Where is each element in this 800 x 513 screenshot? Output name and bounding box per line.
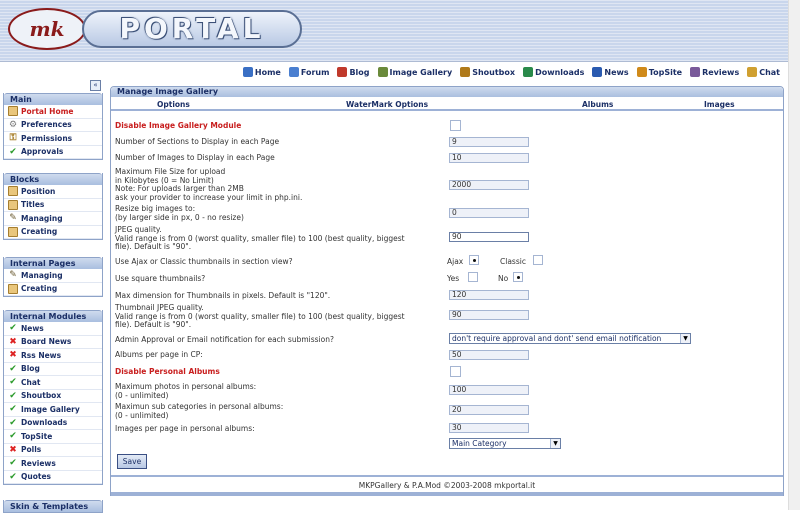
thumb-jpeg-line-1: Thumbnail JPEG quality. (115, 303, 204, 312)
sidebar-item-titles[interactable] (4, 199, 102, 213)
images-per-page-input[interactable]: 10 (449, 153, 529, 163)
images-per-page-label: Number of Images to Display in each Page (115, 153, 275, 162)
logo-mk-emblem: mk (8, 8, 86, 50)
jpeg-line-1: JPEG quality. (115, 225, 162, 234)
divider (111, 475, 783, 477)
nav-label: News (604, 67, 629, 77)
nav-news[interactable] (592, 66, 628, 78)
check-icon: ✔ (9, 404, 17, 415)
classic-option-label: Classic (500, 257, 526, 266)
sidebar-item-label: Image Gallery (21, 404, 80, 414)
nav-label: TopSite (648, 67, 683, 77)
yes-option-label: Yes (447, 274, 460, 283)
sidebar-item-label: Permissions (21, 133, 73, 143)
nav-label: Forum (300, 67, 330, 77)
approval-label: Admin Approval or Email notification for each submission? (115, 335, 334, 344)
check-icon: ✔ (9, 458, 17, 469)
creating-icon (8, 284, 18, 294)
titles-icon (8, 200, 18, 210)
nav-home[interactable] (243, 66, 281, 78)
logo-portal-text: PORTAL (82, 10, 302, 48)
square-thumbs-label: Use square thumbnails? (115, 274, 206, 283)
category-select-value: Main Category (452, 439, 507, 448)
thumb-jpeg-line-3: file). Default is "90". (115, 320, 192, 329)
footer-credits: MKPGallery & P.A.Mod ©2003-2008 mkportal.it (358, 481, 536, 490)
sidebar-item-label: Creating (21, 284, 58, 294)
sidebar-item-chat[interactable] (4, 376, 102, 390)
disable-personal-checkbox[interactable] (450, 366, 461, 377)
square-no-radio[interactable] (513, 272, 523, 282)
sidebar-item-label: Shoutbox (21, 391, 62, 401)
position-icon (8, 186, 18, 196)
check-icon: ✔ (9, 417, 17, 428)
chevron-down-icon: ▼ (550, 439, 560, 448)
nav-topsite[interactable] (637, 66, 682, 78)
sections-per-page-input[interactable]: 9 (449, 137, 529, 147)
jpeg-line-2: Valid range is from 0 (worst quality, smaller file) to 100 (best quality, biggest (115, 233, 405, 243)
sidebar-item-quotes[interactable] (4, 471, 102, 485)
check-icon: ✔ (9, 323, 17, 334)
portal-home-icon (8, 106, 18, 116)
divider (111, 492, 783, 496)
disable-personal-label: Disable Personal Albums (115, 367, 220, 376)
sidebar-item-label: Portal Home (21, 106, 74, 116)
managing-icon: ✎ (9, 213, 17, 224)
shoutbox-icon (460, 67, 470, 77)
tab-albums[interactable]: Albums (582, 100, 614, 109)
sidebar-item-topsite[interactable] (4, 430, 102, 444)
page-title: Manage Image Gallery (111, 87, 783, 97)
ajax-radio[interactable] (469, 255, 479, 265)
sidebar-block-title[interactable]: Blocks (4, 173, 102, 185)
albums-per-page-input[interactable]: 50 (449, 350, 529, 360)
nav-shoutbox[interactable] (460, 66, 515, 78)
x-icon: ✖ (9, 444, 17, 455)
approvals-icon: ✔ (9, 146, 17, 157)
home-icon (243, 67, 253, 77)
check-icon: ✔ (9, 363, 17, 374)
nav-label: Shoutbox (472, 67, 516, 77)
images-personal-label: Images per page in personal albums: (115, 424, 255, 433)
sidebar-item-downloads[interactable] (4, 417, 102, 431)
sidebar-item-board-news[interactable] (4, 336, 102, 350)
sidebar-item-creating[interactable] (4, 283, 102, 297)
reviews-icon (690, 67, 700, 77)
nav-chat[interactable] (747, 66, 780, 78)
sidebar-item-portal-home[interactable] (4, 105, 102, 119)
max-thumb-input[interactable]: 120 (449, 290, 529, 300)
jpeg-line-3: file). Default is "90". (115, 242, 192, 251)
albums-per-page-label: Albums per page in CP: (115, 350, 203, 359)
max-photos-line-2: (0 - unlimited) (115, 390, 169, 400)
sidebar-block-internal-modules (3, 310, 103, 485)
nav-downloads[interactable] (523, 66, 584, 78)
sidebar-item-label: Board News (21, 337, 72, 347)
sidebar-item-news[interactable] (4, 322, 102, 336)
collapse-sidebar-button[interactable]: « (90, 80, 101, 91)
nav-reviews[interactable] (690, 66, 739, 78)
check-icon: ✔ (9, 431, 17, 442)
max-thumb-label: Max dimension for Thumbnails in pixels. Default is "120". (115, 291, 331, 300)
sidebar-item-label: Blog (21, 364, 40, 374)
disable-module-label: Disable Image Gallery Module (115, 121, 242, 130)
sidebar-item-label: Position (21, 186, 56, 196)
sidebar-item-label: Managing (21, 270, 63, 280)
sidebar-item-label: Downloads (21, 418, 68, 428)
sidebar-block-skin-templates (3, 500, 103, 513)
save-button[interactable]: Save (117, 454, 147, 469)
x-icon: ✖ (9, 336, 17, 347)
scrollbar[interactable] (788, 0, 800, 510)
sidebar-item-label: Approvals (21, 147, 64, 157)
sidebar-block-title[interactable]: Internal Modules (4, 310, 102, 322)
sidebar-item-label: Preferences (21, 120, 72, 130)
check-icon: ✔ (9, 390, 17, 401)
max-subcat-line-2: (0 - unlimited) (115, 410, 169, 420)
images-personal-input[interactable]: 30 (449, 423, 529, 433)
thumb-jpeg-input[interactable]: 90 (449, 310, 529, 320)
sidebar-block-title[interactable]: Internal Pages (4, 257, 102, 269)
sidebar-item-label: News (21, 323, 44, 333)
approval-select[interactable] (449, 333, 691, 344)
nav-label: Reviews (702, 67, 740, 77)
nav-label: Image Gallery (389, 67, 453, 77)
blog-icon (337, 67, 347, 77)
disable-module-checkbox[interactable] (450, 120, 461, 131)
sidebar-item-blog[interactable] (4, 363, 102, 377)
classic-radio[interactable] (533, 255, 543, 265)
nav-forum[interactable] (289, 66, 330, 78)
nav-label: Downloads (535, 67, 585, 77)
sidebar-block-main (3, 93, 103, 160)
sidebar-item-image-gallery[interactable] (4, 403, 102, 417)
max-subcat-line-1: Maximun sub categories in personal albums: (115, 402, 284, 411)
tab-images[interactable]: Images (704, 100, 735, 109)
nav-label: Chat (759, 67, 780, 77)
sidebar-item-reviews[interactable] (4, 457, 102, 471)
resize-line-1: Resize big images to: (115, 204, 196, 213)
max-file-size-line-1: Maximum File Size for upload (115, 167, 226, 176)
sidebar-item-label: Titles (21, 200, 45, 210)
sidebar-block-title[interactable]: Main (4, 93, 102, 105)
top-navigation (243, 66, 780, 78)
no-option-label: No (498, 274, 509, 283)
forum-icon (289, 67, 299, 77)
sections-per-page-label: Number of Sections to Display in each Page (115, 137, 280, 146)
news-icon (592, 67, 602, 77)
max-subcat-input[interactable]: 20 (449, 405, 529, 415)
category-select[interactable] (449, 438, 561, 449)
sidebar-block-internal-pages (3, 257, 103, 297)
square-yes-radio[interactable] (468, 272, 478, 282)
tab-bar (111, 97, 783, 111)
sidebar-item-approvals[interactable] (4, 146, 102, 160)
check-icon: ✔ (9, 377, 17, 388)
sidebar-item-label: Creating (21, 227, 58, 237)
max-file-size-input[interactable]: 2000 (449, 180, 529, 190)
nav-label: Home (254, 67, 281, 77)
sidebar-item-preferences[interactable] (4, 119, 102, 133)
chevron-down-icon: ▼ (680, 334, 690, 343)
sidebar-item-label: Managing (21, 213, 63, 223)
max-photos-line-1: Maximum photos in personal albums: (115, 382, 257, 391)
nav-image-gallery[interactable] (378, 66, 453, 78)
max-file-size-line-4: ask your provider to increase your limit in php.ini. (115, 192, 303, 202)
topsite-icon (637, 67, 647, 77)
managing-icon: ✎ (9, 270, 17, 281)
sidebar-item-rss-news[interactable] (4, 349, 102, 363)
creating-icon (8, 227, 18, 237)
nav-label: Blog (349, 67, 370, 77)
max-file-size-line-3: Note: For uploads larger than 2MB (115, 184, 244, 193)
sidebar-block-title[interactable]: Skin & Templates (4, 500, 102, 512)
check-icon: ✔ (9, 471, 17, 482)
resize-input[interactable]: 0 (449, 208, 529, 218)
gallery-icon (378, 67, 388, 77)
main-panel (110, 86, 784, 496)
permissions-icon: ⚿ (9, 133, 17, 144)
x-icon: ✖ (9, 350, 17, 361)
max-photos-input[interactable]: 100 (449, 385, 529, 395)
sidebar-item-managing[interactable] (4, 212, 102, 226)
sidebar-item-label: Rss News (21, 350, 62, 360)
jpeg-quality-input[interactable]: 90 (449, 232, 529, 242)
sidebar-block-blocks (3, 173, 103, 240)
sidebar-item-permissions[interactable] (4, 132, 102, 146)
ajax-option-label: Ajax (447, 257, 464, 266)
sidebar-item-label: Quotes (21, 472, 52, 482)
sidebar-item-label: TopSite (21, 431, 53, 441)
preferences-icon: ⚙ (8, 119, 18, 130)
sidebar-item-polls[interactable] (4, 444, 102, 458)
sidebar-item-label: Reviews (21, 458, 56, 468)
header (0, 0, 800, 62)
sidebar-item-managing[interactable] (4, 269, 102, 283)
downloads-icon (523, 67, 533, 77)
max-file-size-line-2: in Kilobytes (0 = No Limit) (115, 175, 214, 185)
resize-line-2: (by larger side in px, 0 - no resize) (115, 212, 244, 222)
sidebar-item-position[interactable] (4, 185, 102, 199)
site-logo[interactable] (8, 6, 298, 52)
sidebar-item-shoutbox[interactable] (4, 390, 102, 404)
tab-options[interactable]: Options (157, 100, 190, 109)
nav-blog[interactable] (337, 66, 369, 78)
thumb-jpeg-line-2: Valid range is from 0 (worst quality, smaller file) to 100 (best quality, biggest (115, 311, 405, 321)
sidebar-item-label: Polls (21, 445, 42, 455)
sidebar-item-label: Chat (21, 377, 41, 387)
ajax-classic-label: Use Ajax or Classic thumbnails in section view? (115, 257, 293, 266)
sidebar-item-creating[interactable] (4, 226, 102, 240)
tab-watermark-options[interactable]: WaterMark Options (346, 100, 429, 109)
chat-icon (747, 67, 757, 77)
approval-select-value: don't require approval and dont' send email notification (452, 334, 662, 343)
